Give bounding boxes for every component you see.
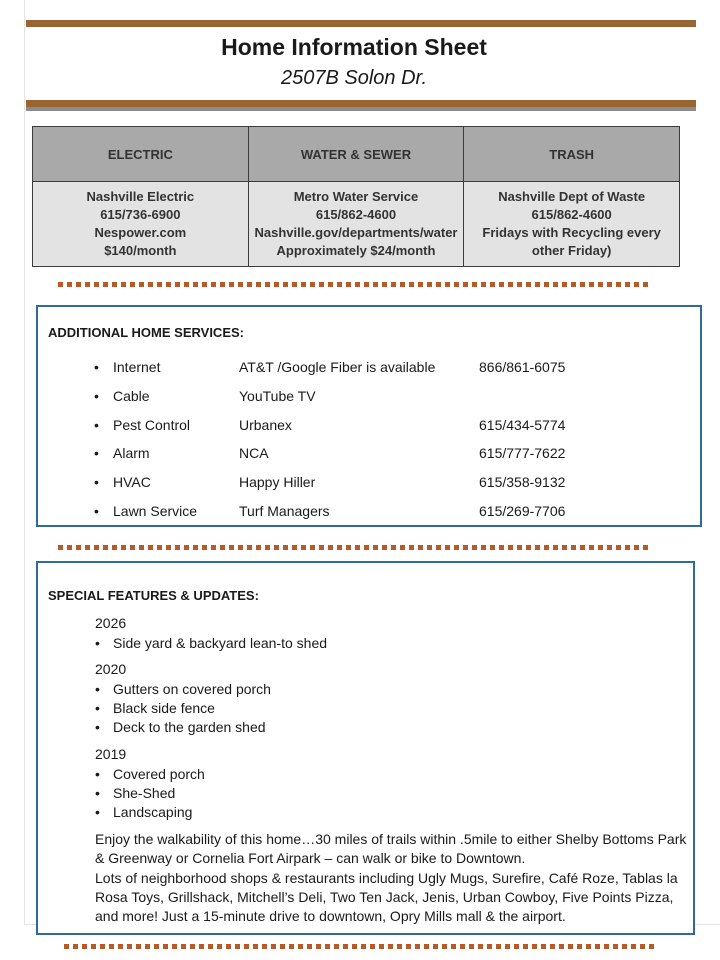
year-label: 2020: [95, 661, 127, 677]
feature-text: Gutters on covered porch: [113, 681, 271, 697]
service-name: Cable: [113, 388, 150, 404]
year-label: 2026: [95, 615, 127, 631]
list-item: [95, 804, 192, 820]
list-item: [38, 388, 698, 408]
service-name: Internet: [113, 359, 161, 375]
list-item: [95, 700, 215, 716]
water-phone: 615/862-4600: [315, 207, 397, 222]
service-provider: AT&T /Google Fiber is available: [239, 359, 436, 375]
service-name: Pest Control: [113, 417, 191, 433]
service-provider: YouTube TV: [239, 388, 316, 404]
water-cost: Approximately $24/month: [276, 243, 436, 258]
service-phone: 615/269-7706: [479, 503, 566, 519]
trash-cell: [464, 182, 680, 267]
list-item: [95, 635, 327, 651]
property-address: 2507B Solon Dr.: [280, 67, 427, 89]
service-provider: NCA: [239, 445, 269, 461]
list-item: [38, 474, 698, 494]
walkability-paragraph: Enjoy the walkability of this home…30 miles of trails within .5mile to either Shelby Bottoms Park & Greenway or Cornelia Fort Airpark – can walk or bike to Downtown.: [95, 831, 687, 866]
feature-text: She-Shed: [113, 785, 176, 801]
service-provider: Turf Managers: [239, 503, 330, 519]
list-item: [95, 766, 205, 782]
bullet-icon: •: [94, 417, 99, 433]
utilities-table: [32, 126, 680, 267]
service-phone: 615/434-5774: [479, 417, 566, 433]
feature-text: Covered porch: [113, 766, 205, 782]
feature-text: Landscaping: [113, 804, 193, 820]
feature-text: Black side fence: [113, 700, 215, 716]
water-website: Nashville.gov/departments/water: [254, 225, 458, 240]
feature-text: Deck to the garden shed: [113, 719, 266, 735]
neighborhood-paragraph: Lots of neighborhood shops & restaurants including Ugly Mugs, Surefire, Café Roze, Tablas la Rosa Toys, Grillshack, Mitchell’s Deli, Two Ten Jack, Jenis, Urban Cowboy, Five Points Pizza, and more! Just a 15-minute drive to downtown, Opry Mills mall & the airport.: [95, 870, 678, 924]
bullet-icon: •: [95, 635, 100, 651]
service-name: Lawn Service: [113, 503, 198, 519]
bullet-icon: •: [94, 359, 99, 375]
header-bottom-rule-gray: [26, 107, 696, 111]
trash-provider: Nashville Dept of Waste: [498, 189, 646, 204]
table-header-row: [33, 127, 680, 182]
services-box: [36, 305, 702, 527]
column-header-water-sewer: WATER & SEWER: [248, 127, 464, 182]
service-provider: Urbanex: [239, 417, 292, 433]
service-name: HVAC: [113, 474, 151, 490]
list-item: [38, 445, 698, 465]
dotted-divider: [58, 545, 650, 550]
water-cell: [248, 182, 464, 267]
bullet-icon: •: [95, 785, 100, 801]
bullet-icon: •: [94, 474, 99, 490]
page-title: Home Information Sheet: [221, 34, 487, 60]
bullet-icon: •: [94, 388, 99, 404]
header-top-rule: [26, 20, 696, 27]
year-label: 2019: [95, 746, 127, 762]
bullet-icon: •: [95, 766, 100, 782]
bullet-icon: •: [95, 719, 100, 735]
service-provider: Happy Hiller: [239, 474, 316, 490]
list-item: [38, 359, 698, 379]
list-item: [38, 417, 698, 437]
bullet-icon: •: [94, 445, 99, 461]
trash-schedule: Fridays with Recycling every other Friday): [482, 225, 661, 258]
feature-text: Side yard & backyard lean-to shed: [113, 635, 328, 651]
services-heading: ADDITIONAL HOME SERVICES:: [48, 325, 244, 340]
bullet-icon: •: [95, 700, 100, 716]
list-item: [95, 785, 175, 801]
table-row: [33, 182, 680, 267]
service-phone: 615/358-9132: [479, 474, 566, 490]
electric-phone: 615/736-6900: [100, 207, 181, 222]
header-bottom-rule-brown: [26, 100, 696, 107]
features-box: [36, 561, 695, 935]
electric-cell: [33, 182, 249, 267]
service-phone: 615/777-7622: [479, 445, 566, 461]
service-name: Alarm: [113, 445, 150, 461]
list-item: [95, 681, 271, 697]
list-item: [38, 503, 698, 523]
service-phone: 866/861-6075: [479, 359, 566, 375]
dotted-divider: [64, 944, 656, 949]
electric-website: Nespower.com: [94, 225, 187, 240]
column-header-electric: ELECTRIC: [33, 127, 249, 182]
bullet-icon: •: [95, 804, 100, 820]
column-header-trash: TRASH: [464, 127, 680, 182]
water-provider: Metro Water Service: [293, 189, 419, 204]
trash-phone: 615/862-4600: [531, 207, 612, 222]
features-heading: SPECIAL FEATURES & UPDATES:: [48, 588, 259, 603]
bullet-icon: •: [94, 503, 99, 519]
dotted-divider: [58, 282, 650, 287]
bullet-icon: •: [95, 681, 100, 697]
electric-provider: Nashville Electric: [86, 189, 195, 204]
list-item: [95, 719, 266, 735]
electric-cost: $140/month: [104, 243, 177, 258]
